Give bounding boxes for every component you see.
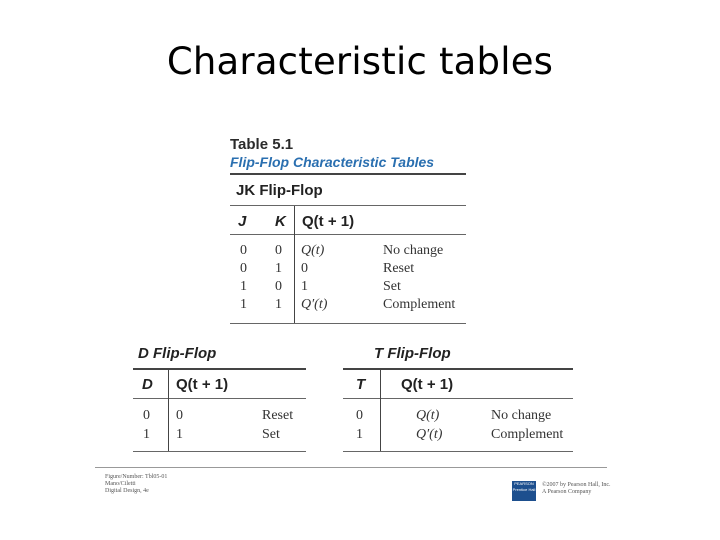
table-number: Table 5.1 — [230, 136, 294, 153]
jk-r2-j: 0 — [240, 261, 247, 276]
footer-copyright — [542, 482, 611, 496]
t-top-rule — [343, 368, 573, 370]
t-r1-q: Q(t) — [416, 408, 440, 423]
jk-r4-k: 1 — [275, 297, 282, 312]
jk-r3-q: 1 — [301, 279, 308, 294]
jk-r4-desc: Complement — [383, 297, 456, 312]
t-r2-q: Q′(t) — [416, 427, 443, 442]
footer-company: A Pearson Company — [542, 489, 592, 495]
jk-rule-2 — [230, 234, 466, 235]
t-r1-t: 0 — [356, 408, 363, 423]
jk-r2-q: 0 — [301, 261, 308, 276]
t-col-q: Q(t + 1) — [401, 376, 454, 393]
jk-r1-q: Q(t) — [301, 243, 325, 258]
footer-copyright-line: ©2007 by Pearson Hall, Inc. — [542, 482, 611, 488]
jk-r4-j: 1 — [240, 297, 247, 312]
jk-bottom-rule — [230, 323, 466, 324]
jk-heading: JK Flip-Flop — [236, 182, 323, 199]
jk-top-rule — [230, 173, 466, 175]
jk-r3-k: 0 — [275, 279, 282, 294]
jk-divider — [294, 206, 295, 324]
d-r1-d: 0 — [143, 408, 150, 423]
t-col-t: T — [356, 376, 366, 393]
t-r2-t: 1 — [356, 427, 363, 442]
jk-col-q: Q(t + 1) — [302, 213, 355, 230]
d-divider — [168, 369, 169, 452]
t-r1-desc: No change — [491, 408, 552, 423]
d-r2-desc: Set — [262, 427, 280, 442]
jk-r1-k: 0 — [275, 243, 282, 258]
d-col-d: D — [142, 376, 153, 393]
d-col-q: Q(t + 1) — [176, 376, 229, 393]
t-rule-2 — [343, 398, 573, 399]
footer-rule — [95, 467, 607, 468]
d-heading: D Flip-Flop — [138, 345, 217, 362]
t-bottom-rule — [343, 451, 573, 452]
d-rule-2 — [133, 398, 306, 399]
table-caption — [230, 136, 434, 170]
jk-r3-j: 1 — [240, 279, 247, 294]
footer-figure-number: Figure/Number: Tbl05-01 — [105, 474, 168, 480]
jk-r1-j: 0 — [240, 243, 247, 258]
d-r2-d: 1 — [143, 427, 150, 442]
slide-title: Characteristic tables — [166, 40, 554, 83]
d-r1-q: 0 — [176, 408, 183, 423]
publisher-logo: PEARSON Prentice Hall — [512, 481, 536, 501]
footer-book: Digital Design, 4e — [105, 488, 149, 494]
d-bottom-rule — [133, 451, 306, 452]
d-r2-q: 1 — [176, 427, 183, 442]
jk-col-j: J — [238, 213, 247, 230]
t-heading: T Flip-Flop — [374, 345, 451, 362]
jk-rule-1 — [230, 205, 466, 206]
jk-r1-desc: No change — [383, 243, 444, 258]
footer-credit — [105, 474, 167, 495]
jk-r2-k: 1 — [275, 261, 282, 276]
jk-r2-desc: Reset — [383, 261, 415, 276]
jk-col-k: K — [275, 213, 286, 230]
t-divider — [380, 369, 381, 452]
d-top-rule — [133, 368, 306, 370]
t-r2-desc: Complement — [491, 427, 564, 442]
d-r1-desc: Reset — [262, 408, 294, 423]
footer-authors: Mano/Ciletti — [105, 481, 136, 487]
jk-r3-desc: Set — [383, 279, 401, 294]
table-subtitle: Flip-Flop Characteristic Tables — [230, 154, 435, 170]
jk-r4-q: Q′(t) — [301, 297, 328, 312]
